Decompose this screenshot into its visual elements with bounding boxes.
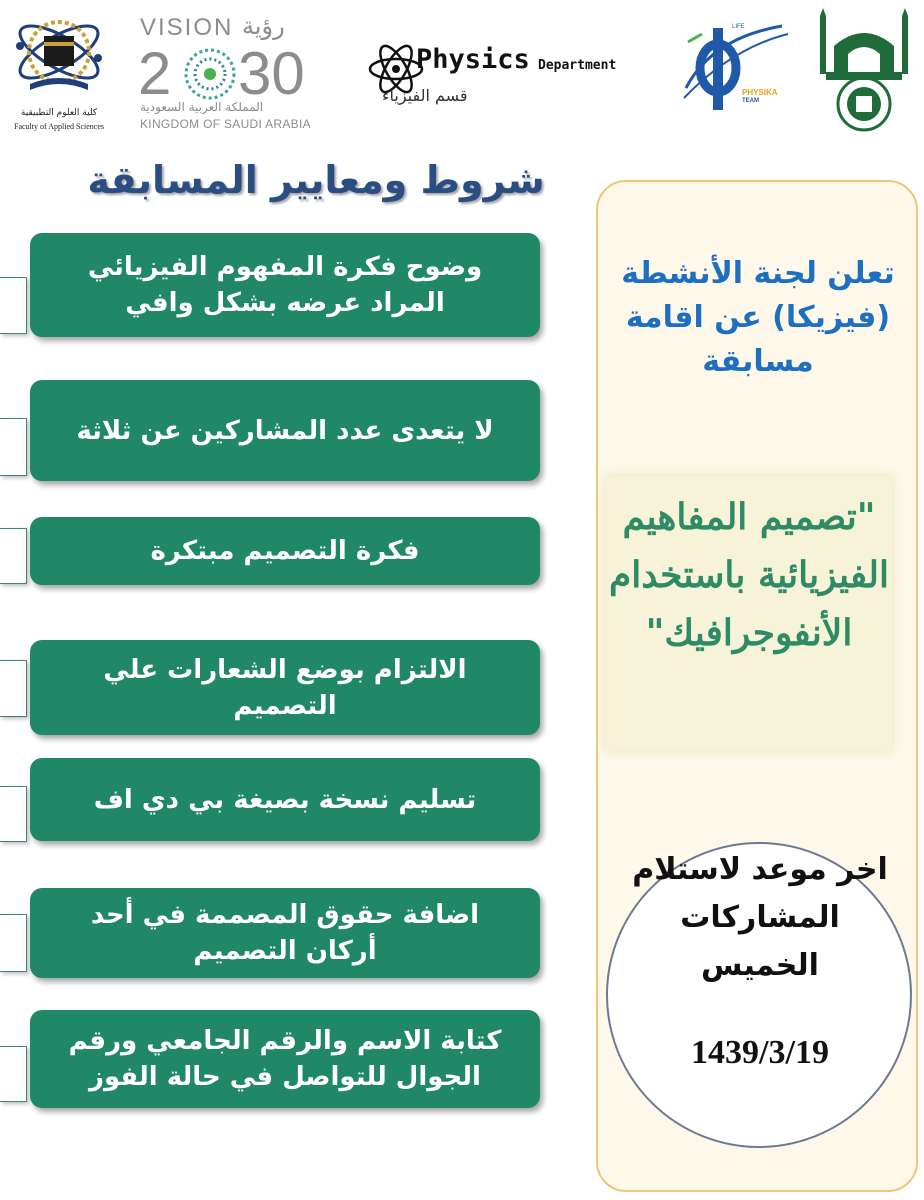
card-tab: [0, 528, 27, 584]
criteria-text: الالتزام بوضع الشعارات علي التصميم: [103, 654, 467, 721]
umm-al-qura-logo: [812, 6, 916, 136]
criteria-card: [30, 1010, 540, 1108]
kingdom-name-en: KINGDOM OF SAUDI ARABIA: [140, 117, 311, 131]
page-title: شروط ومعايير المسابقة: [87, 158, 545, 202]
card-tab: [0, 1046, 27, 1102]
physika-name: PHYSIKA: [742, 88, 778, 97]
applied-sciences-name-en: Faculty of Applied Sciences: [14, 122, 104, 131]
vision-year-graphic: [138, 40, 318, 104]
card-tab: [0, 277, 27, 334]
vision-year-30: 30: [238, 40, 305, 104]
announcement-text: تعلن لجنة الأنشطة (فيزيكا) عن اقامة مسابقة: [621, 256, 895, 379]
physics-title: Physics: [416, 44, 530, 75]
physika-team-label: TEAM: [742, 98, 759, 104]
card-tab: [0, 786, 27, 842]
criteria-card: [30, 380, 540, 481]
applied-sciences-name-ar: كلية العلوم التطبيقية: [20, 108, 98, 118]
card-tab: [0, 660, 27, 717]
atom-book-icon: [8, 6, 110, 106]
criteria-card: [30, 640, 540, 735]
physics-department-logo: [366, 28, 641, 120]
physika-team-logo: [682, 18, 790, 118]
kingdom-name-ar: المملكة العربية السعودية: [140, 100, 264, 114]
criteria-text: فكرة التصميم مبتكرة: [150, 536, 420, 566]
criteria-text: تسليم نسخة بصيغة بي دي اف: [93, 784, 477, 815]
applied-sciences-logo: [8, 6, 110, 136]
criteria-card: [30, 758, 540, 841]
physics-title-ar: قسم الفيزياء: [382, 86, 468, 105]
criteria-text: كتابة الاسم والرقم الجامعي ورقم الجوال للتواصل في حالة الفوز: [68, 1026, 502, 1092]
card-tab: [0, 914, 27, 972]
vision-star-icon: [186, 50, 234, 98]
criteria-text: وضوح فكرة المفهوم الفيزيائي المراد عرضه بشكل وافي: [87, 252, 483, 318]
university-seal-icon: [812, 6, 916, 136]
deadline-label: اخر موعد لاستلام المشاركات الخميس: [632, 852, 888, 983]
vision-word-ar: رؤية: [242, 12, 285, 40]
vision-word: VISION: [140, 14, 234, 41]
phi-icon: [682, 18, 790, 118]
criteria-text: اضافة حقوق المصممة في أحد أركان التصميم: [90, 900, 480, 966]
deadline-date: 1439/3/19: [691, 1034, 829, 1071]
physika-life-label: LIFE: [732, 24, 745, 30]
card-tab: [0, 418, 27, 476]
criteria-text: لا يتعدى عدد المشاركين عن ثلاثة: [76, 415, 494, 446]
vision-2030-logo: [138, 12, 318, 132]
criteria-card: [30, 517, 540, 585]
criteria-card: [30, 233, 540, 337]
vision-year-2: 2: [138, 40, 172, 104]
criteria-card: [30, 888, 540, 978]
physics-department-label: Department: [538, 58, 617, 73]
competition-name: "تصميم المفاهيم الفيزيائية باستخدام الأنفوجرافيك": [608, 496, 890, 654]
